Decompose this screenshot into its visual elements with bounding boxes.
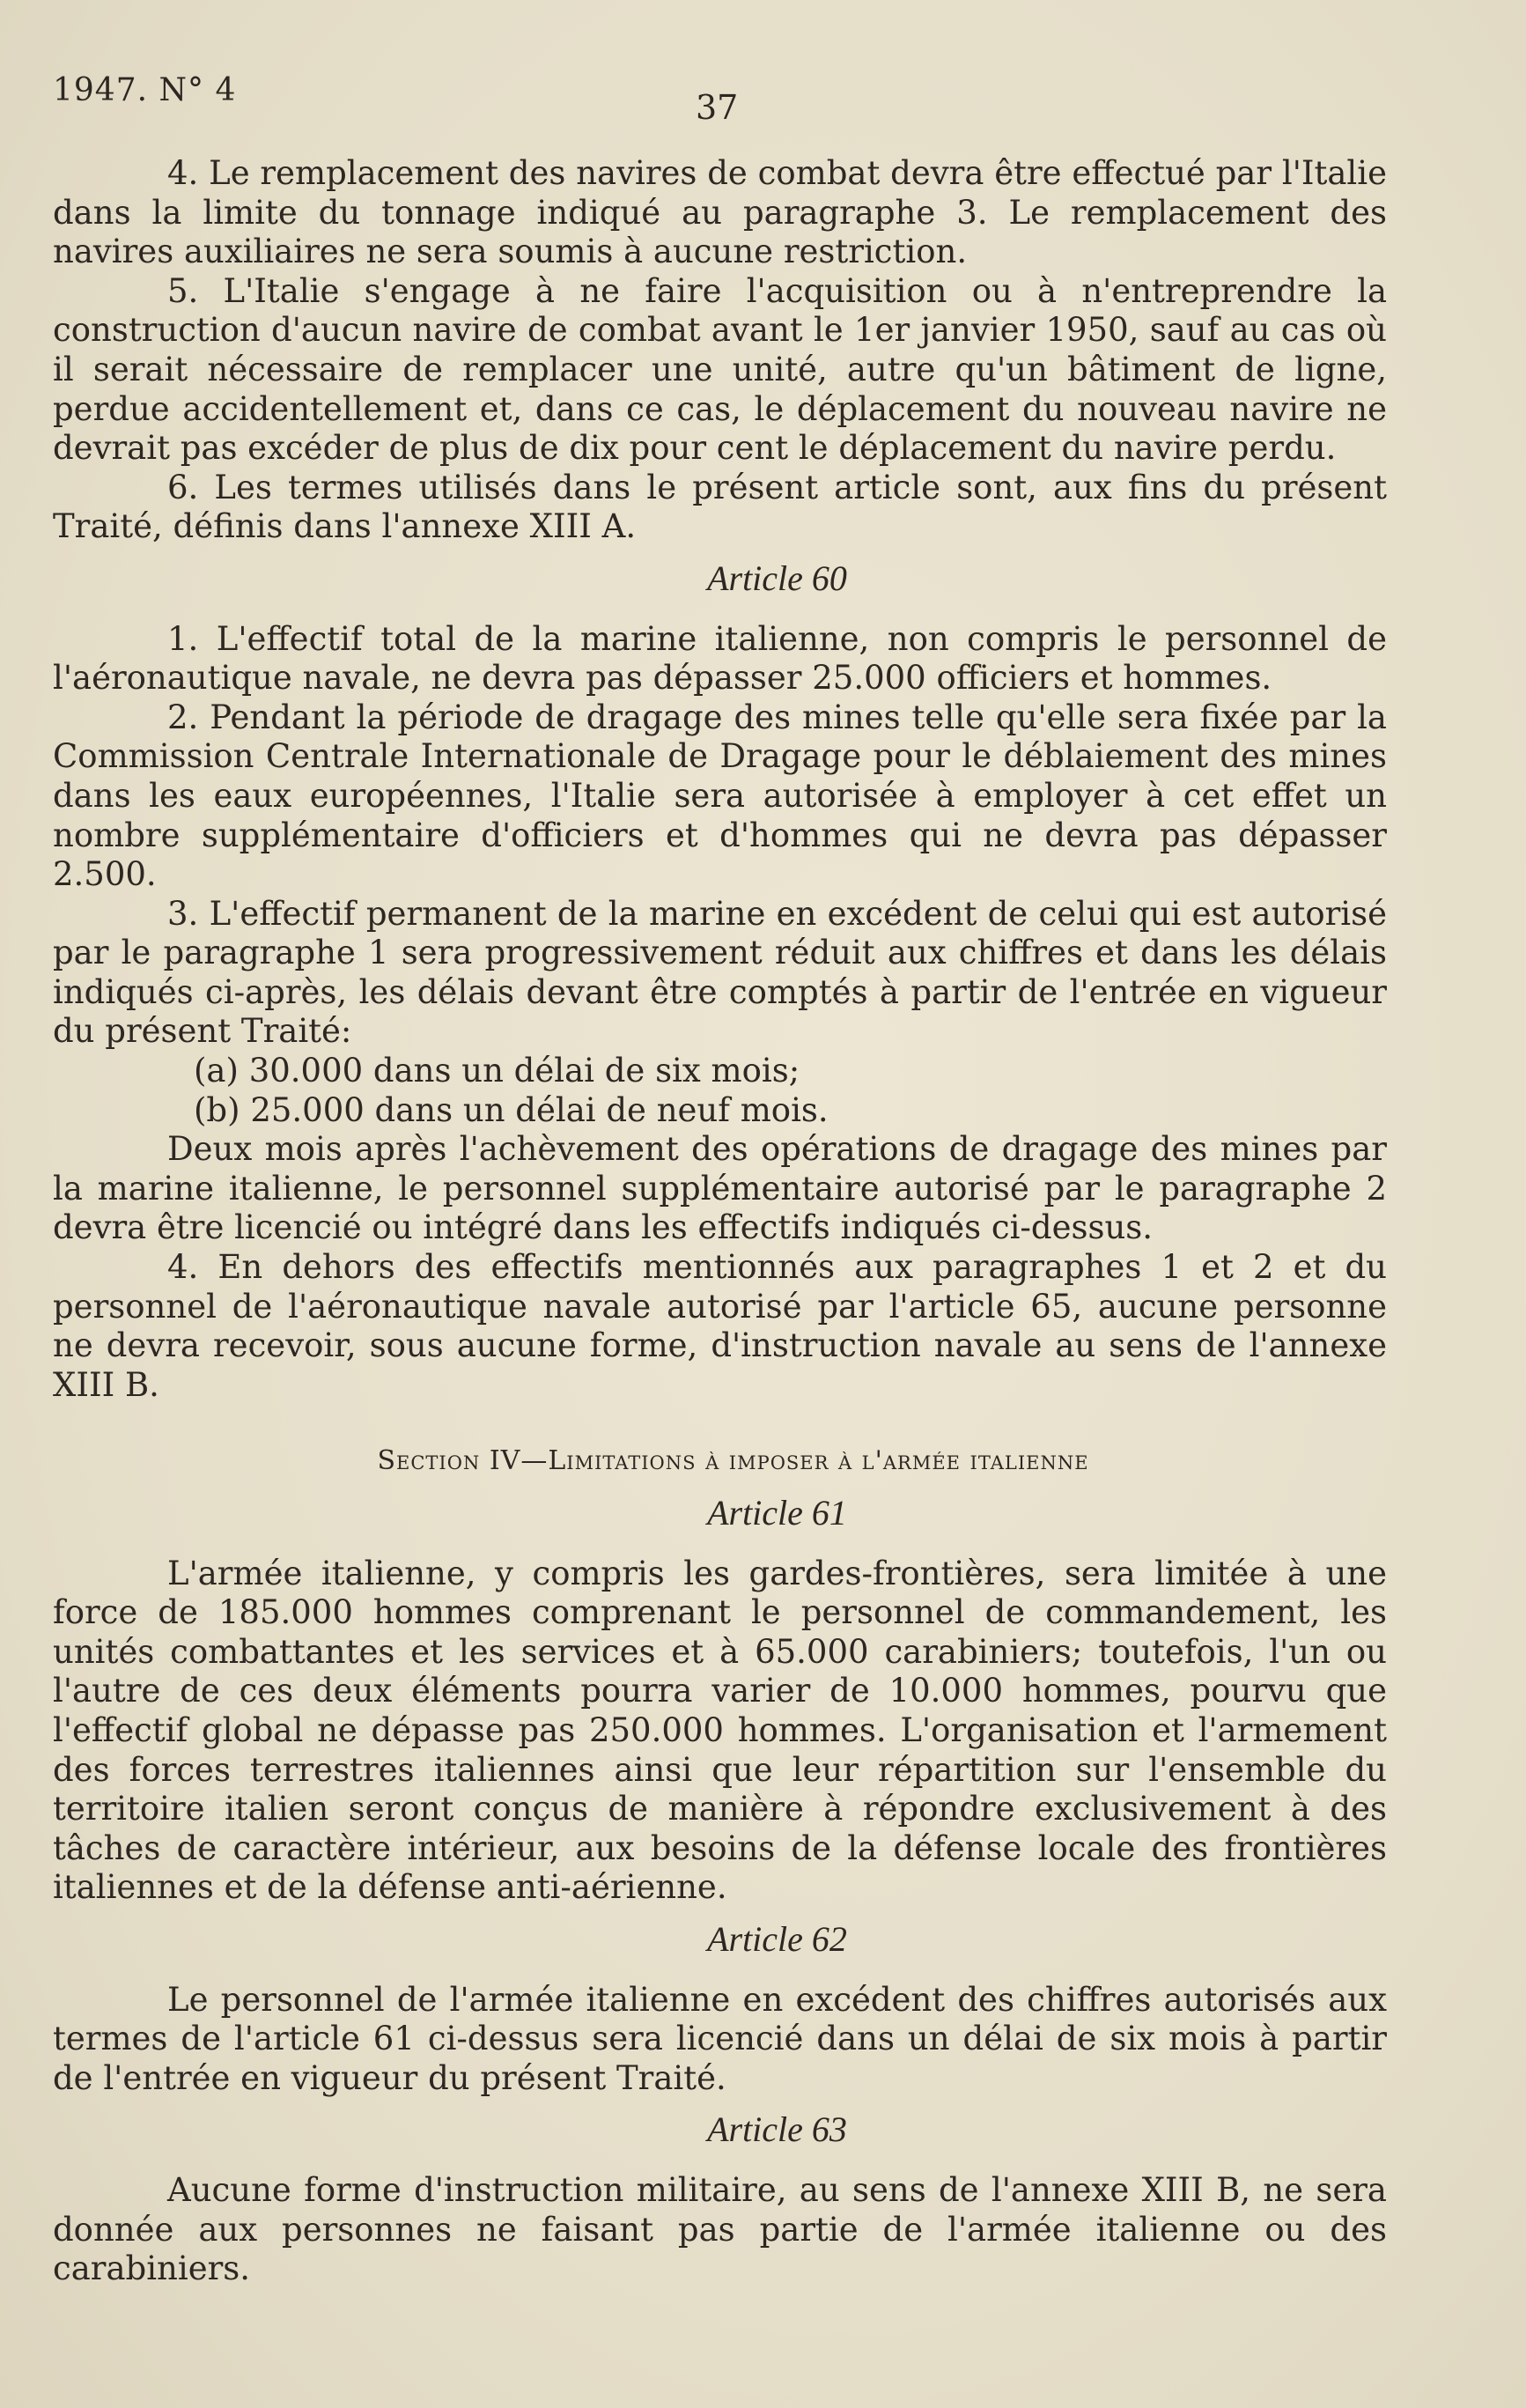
article-heading: Article 61	[707, 1493, 847, 1533]
paragraph: 2. Pendant la période de dragage des mines telle qu'elle sera fixée par la Commission Centrale Internationale de Dragage pour le déblaiement des mines dans les eaux européennes, l'Italie sera autorisée à employer à cet effet un nombre supplémentaire d'officiers et d'hommes qui ne devra pas dépasser 2.500.	[53, 698, 1387, 894]
section-heading: Section IV—Limitations à imposer à l'armée italienne	[377, 1445, 1089, 1477]
article-heading: Article 62	[707, 1918, 847, 1959]
paragraph: 1. L'effectif total de la marine italienne, non compris le personnel de l'aéronautique navale, ne devra pas dépasser 25.000 officiers et hommes.	[53, 619, 1387, 698]
paragraph: Aucune forme d'instruction militaire, au sens de l'annexe XIII B, ne sera donnée aux personnes ne faisant pas partie de l'armée italienne ou des carabiniers.	[53, 2170, 1387, 2288]
paragraph: 4. Le remplacement des navires de combat devra être effectué par l'Italie dans la limite du tonnage indiqué au paragraphe 3. Le remplacement des navires auxiliaires ne sera soumis à aucune restriction.	[53, 154, 1387, 271]
page-header	[53, 72, 1198, 125]
article-heading: Article 63	[707, 2109, 847, 2150]
paragraph: 4. En dehors des effectifs mentionnés aux paragraphes 1 et 2 et du personnel de l'aéronautique navale autorisé par l'article 65, aucune personne ne devra recevoir, sous aucune forme, d'instruction navale au sens de l'annexe XIII B.	[53, 1248, 1387, 1404]
year-number: 1947. N° 4	[53, 72, 237, 108]
list-item: (b) 25.000 dans un délai de neuf mois.	[194, 1090, 829, 1129]
paragraph: 5. L'Italie s'engage à ne faire l'acquisition ou à n'entreprendre la construction d'aucun navire de combat avant le 1er janvier 1950, sauf au cas où il serait nécessaire de remplacer une unité, autre qu'un bâtiment de ligne, perdue accidentellement et, dans ce cas, le déplacement du nouveau navire ne devrait pas excéder de plus de dix pour cent le déplacement du navire perdu.	[53, 271, 1387, 468]
paragraph: L'armée italienne, y compris les gardes-frontières, sera limitée à une force de 185.000 hommes comprenant le personnel de commandement, les unités combattantes et les services et à 65.000 carabiniers; toutefois, l'un ou l'autre de ces deux éléments pourra varier de 10.000 hommes, pourvu que l'effectif global ne dépasse pas 250.000 hommes. L'organisation et l'armement des forces terrestres italiennes ainsi que leur répartition sur l'ensemble du territoire italien seront conçus de manière à répondre exclusivement à des tâches de caractère intérieur, aux besoins de la défense locale des frontières italiennes et de la défense anti-aérienne.	[53, 1554, 1387, 1907]
body-text	[53, 154, 1387, 2289]
article-heading: Article 60	[707, 558, 847, 598]
list-item: (a) 30.000 dans un délai de six mois;	[194, 1052, 800, 1090]
paragraph: 6. Les termes utilisés dans le présent article sont, aux fins du présent Traité, définis dans l'annexe XIII A.	[53, 468, 1387, 546]
page-number: 37	[696, 88, 739, 127]
paragraph: Deux mois après l'achèvement des opérations de dragage des mines par la marine italienne, le personnel supplémentaire autorisé par le paragraphe 2 devra être licencié ou intégré dans les effectifs indiqués ci-dessus.	[53, 1130, 1387, 1247]
paragraph: Le personnel de l'armée italienne en excédent des chiffres autorisés aux termes de l'article 61 ci-dessus sera licencié dans un délai de six mois à partir de l'entrée en vigueur du présent Traité.	[53, 1980, 1387, 2097]
paragraph: 3. L'effectif permanent de la marine en excédent de celui qui est autorisé par le paragraphe 1 sera progressivement réduit aux chiffres et dans les délais indiqués ci-après, les délais devant être comptés à partir de l'entrée en vigueur du présent Traité:	[53, 894, 1387, 1051]
